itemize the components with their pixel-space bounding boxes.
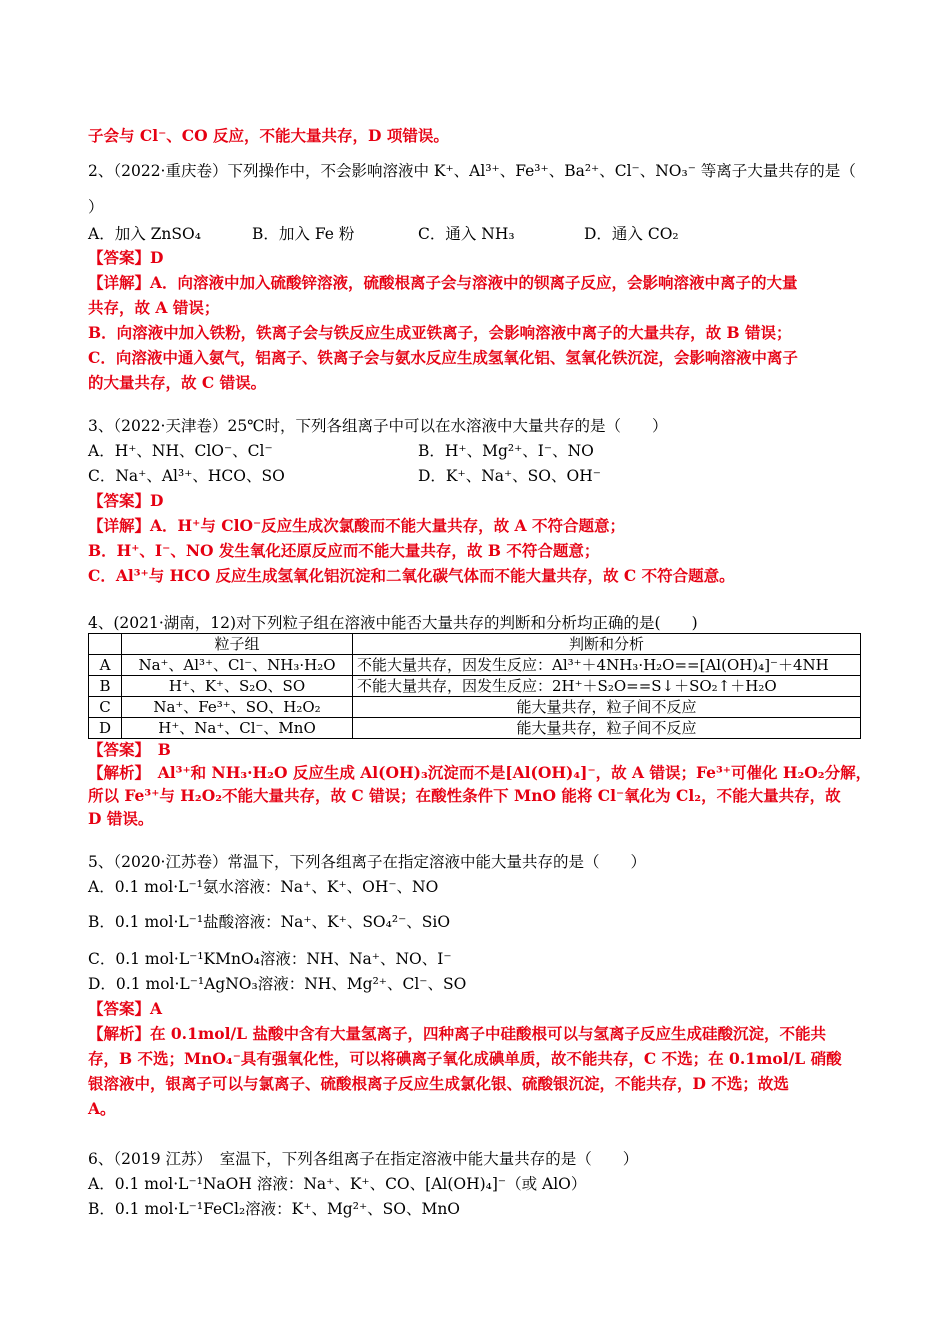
table-header-cell: 粒子组 — [122, 634, 353, 655]
explanation-5-line: A。 — [88, 1099, 116, 1118]
detail-3-line: B．H⁺、I⁻、NO 发生氧化还原反应而不能大量共存，故 B 不符合题意； — [88, 541, 600, 560]
question-2-stem: 2、（2022·重庆卷）下列操作中，不会影响溶液中 K⁺、Al³⁺、Fe³⁺、Ba²⁺、Cl⁻、NO₃⁻ 等离子大量共存的是（ — [88, 162, 856, 180]
table-cell: 不能大量共存，因发生反应：2H⁺＋S₂O==S↓＋SO₂↑＋H₂O — [353, 676, 861, 697]
detail-2-line: C．向溶液中通入氨气，铝离子、铁离子会与氨水反应生成氢氧化铝、氢氧化铁沉淀，会影响溶液中离子 — [88, 348, 798, 367]
table-cell: H⁺、K⁺、S₂O、SO — [122, 676, 353, 697]
explanation-5-line: 【解析】在 0.1mol/L 盐酸中含有大量氢离子，四种离子中硅酸根可以与氢离子反应生成硅酸沉淀，不能共 — [88, 1024, 826, 1043]
table-row — [89, 718, 861, 739]
table-cell: A — [89, 655, 122, 676]
explanation-5-line: 存，B 不选；MnO₄⁻具有强氧化性，可以将碘离子氧化成碘单质，故不能共存，C 不选；在 0.1mol/L 硝酸 — [88, 1049, 842, 1068]
explanation-4-line: 所以 Fe³⁺与 H₂O₂不能大量共存，故 C 错误；在酸性条件下 MnO 能将 Cl⁻氧化为 Cl₂，不能大量共存，故 — [88, 786, 841, 805]
explanation-line: 子会与 Cl⁻、CO 反应，不能大量共存，D 项错误。 — [88, 126, 449, 145]
detail-2-line: B．向溶液中加入铁粉，铁离子会与铁反应生成亚铁离子，会影响溶液中离子的大量共存，故 B 错误； — [88, 323, 792, 342]
explanation-5-line: 银溶液中，银离子可以与氯离子、硫酸根离子反应生成氯化银、硫酸银沉淀，不能共存，D 不选；故选 — [88, 1074, 789, 1093]
detail-2-line: 共存，故 A 错误； — [88, 298, 220, 317]
question-5-option-d: D．0.1 mol·L⁻¹AgNO₃溶液：NH、Mg²⁺、Cl⁻、SO — [88, 975, 467, 993]
table-cell: 能大量共存，粒子间不反应 — [353, 697, 861, 718]
question-4-stem: 4、(2021·湖南，12)对下列粒子组在溶液中能否大量共存的判断和分析均正确的是( ) — [88, 614, 698, 632]
question-3-option-d: D．K⁺、Na⁺、SO、OH⁻ — [418, 467, 601, 485]
question-3-option-c: C．Na⁺、Al³⁺、HCO、SO — [88, 467, 285, 485]
question-2-option-b: B．加入 Fe 粉 — [252, 225, 355, 243]
table-cell: Na⁺、Fe³⁺、SO、H₂O₂ — [122, 697, 353, 718]
table-header-row — [89, 634, 861, 655]
detail-3-line: 【详解】A．H⁺与 ClO⁻反应生成次氯酸而不能大量共存，故 A 不符合题意； — [88, 516, 625, 535]
question-5-stem: 5、（2020·江苏卷）常温下，下列各组离子在指定溶液中能大量共存的是（ ） — [88, 853, 646, 871]
question-2-option-a: A．加入 ZnSO₄ — [88, 225, 201, 243]
table-cell: D — [89, 718, 122, 739]
detail-2-line: 【详解】A．向溶液中加入硫酸锌溶液，硫酸根离子会与溶液中的钡离子反应，会影响溶液中离子的大量 — [88, 273, 798, 292]
question-3-stem: 3、（2022·天津卷）25℃时，下列各组离子中可以在水溶液中大量共存的是（ ） — [88, 417, 668, 435]
question-5-option-a: A．0.1 mol·L⁻¹氨水溶液：Na⁺、K⁺、OH⁻、NO — [88, 878, 439, 896]
table-row — [89, 655, 861, 676]
question-6-option-a: A．0.1 mol·L⁻¹NaOH 溶液：Na⁺、K⁺、CO、[Al(OH)₄]⁻（或 AlO） — [88, 1175, 587, 1193]
table-cell: 能大量共存，粒子间不反应 — [353, 718, 861, 739]
explanation-4-line: D 错误。 — [88, 809, 154, 828]
table-row — [89, 697, 861, 718]
answer-5: 【答案】A — [88, 999, 163, 1018]
detail-3-line: C．Al³⁺与 HCO 反应生成氢氧化铝沉淀和二氧化碳气体而不能大量共存，故 C 不符合题意。 — [88, 566, 735, 585]
answer-3: 【答案】D — [88, 491, 164, 510]
question-6-option-b: B．0.1 mol·L⁻¹FeCl₂溶液：K⁺、Mg²⁺、SO、MnO — [88, 1200, 461, 1218]
table-header-cell: 判断和分析 — [353, 634, 861, 655]
question-2-stem-end: ） — [88, 198, 104, 216]
question-2-option-d: D．通入 CO₂ — [584, 225, 679, 243]
table-row — [89, 676, 861, 697]
question-2-option-c: C．通入 NH₃ — [418, 225, 515, 243]
question-4-table — [88, 633, 861, 739]
answer-4: 【答案】 B — [88, 740, 171, 759]
detail-2-line: 的大量共存，故 C 错误。 — [88, 373, 267, 392]
question-5-option-c: C．0.1 mol·L⁻¹KMnO₄溶液：NH、Na⁺、NO、I⁻ — [88, 950, 452, 968]
question-3-option-b: B．H⁺、Mg²⁺、I⁻、NO — [418, 442, 594, 460]
question-6-stem: 6、（2019 江苏） 室温下，下列各组离子在指定溶液中能大量共存的是（ ） — [88, 1150, 639, 1168]
question-5-option-b: B．0.1 mol·L⁻¹盐酸溶液：Na⁺、K⁺、SO₄²⁻、SiO — [88, 913, 451, 931]
question-3-option-a: A．H⁺、NH、ClO⁻、Cl⁻ — [88, 442, 273, 460]
table-cell: 不能大量共存，因发生反应：Al³⁺＋4NH₃·H₂O==[Al(OH)₄]⁻＋4NH — [353, 655, 861, 676]
table-cell: Na⁺、Al³⁺、Cl⁻、NH₃·H₂O — [122, 655, 353, 676]
table-header-cell — [89, 634, 122, 655]
explanation-4-line: 【解析】 Al³⁺和 NH₃·H₂O 反应生成 Al(OH)₃沉淀而不是[Al(OH)₄]⁻，故 A 错误；Fe³⁺可催化 H₂O₂分解， — [88, 763, 872, 782]
table-cell: H⁺、Na⁺、Cl⁻、MnO — [122, 718, 353, 739]
answer-2: 【答案】D — [88, 248, 164, 267]
table-cell: C — [89, 697, 122, 718]
table-cell: B — [89, 676, 122, 697]
